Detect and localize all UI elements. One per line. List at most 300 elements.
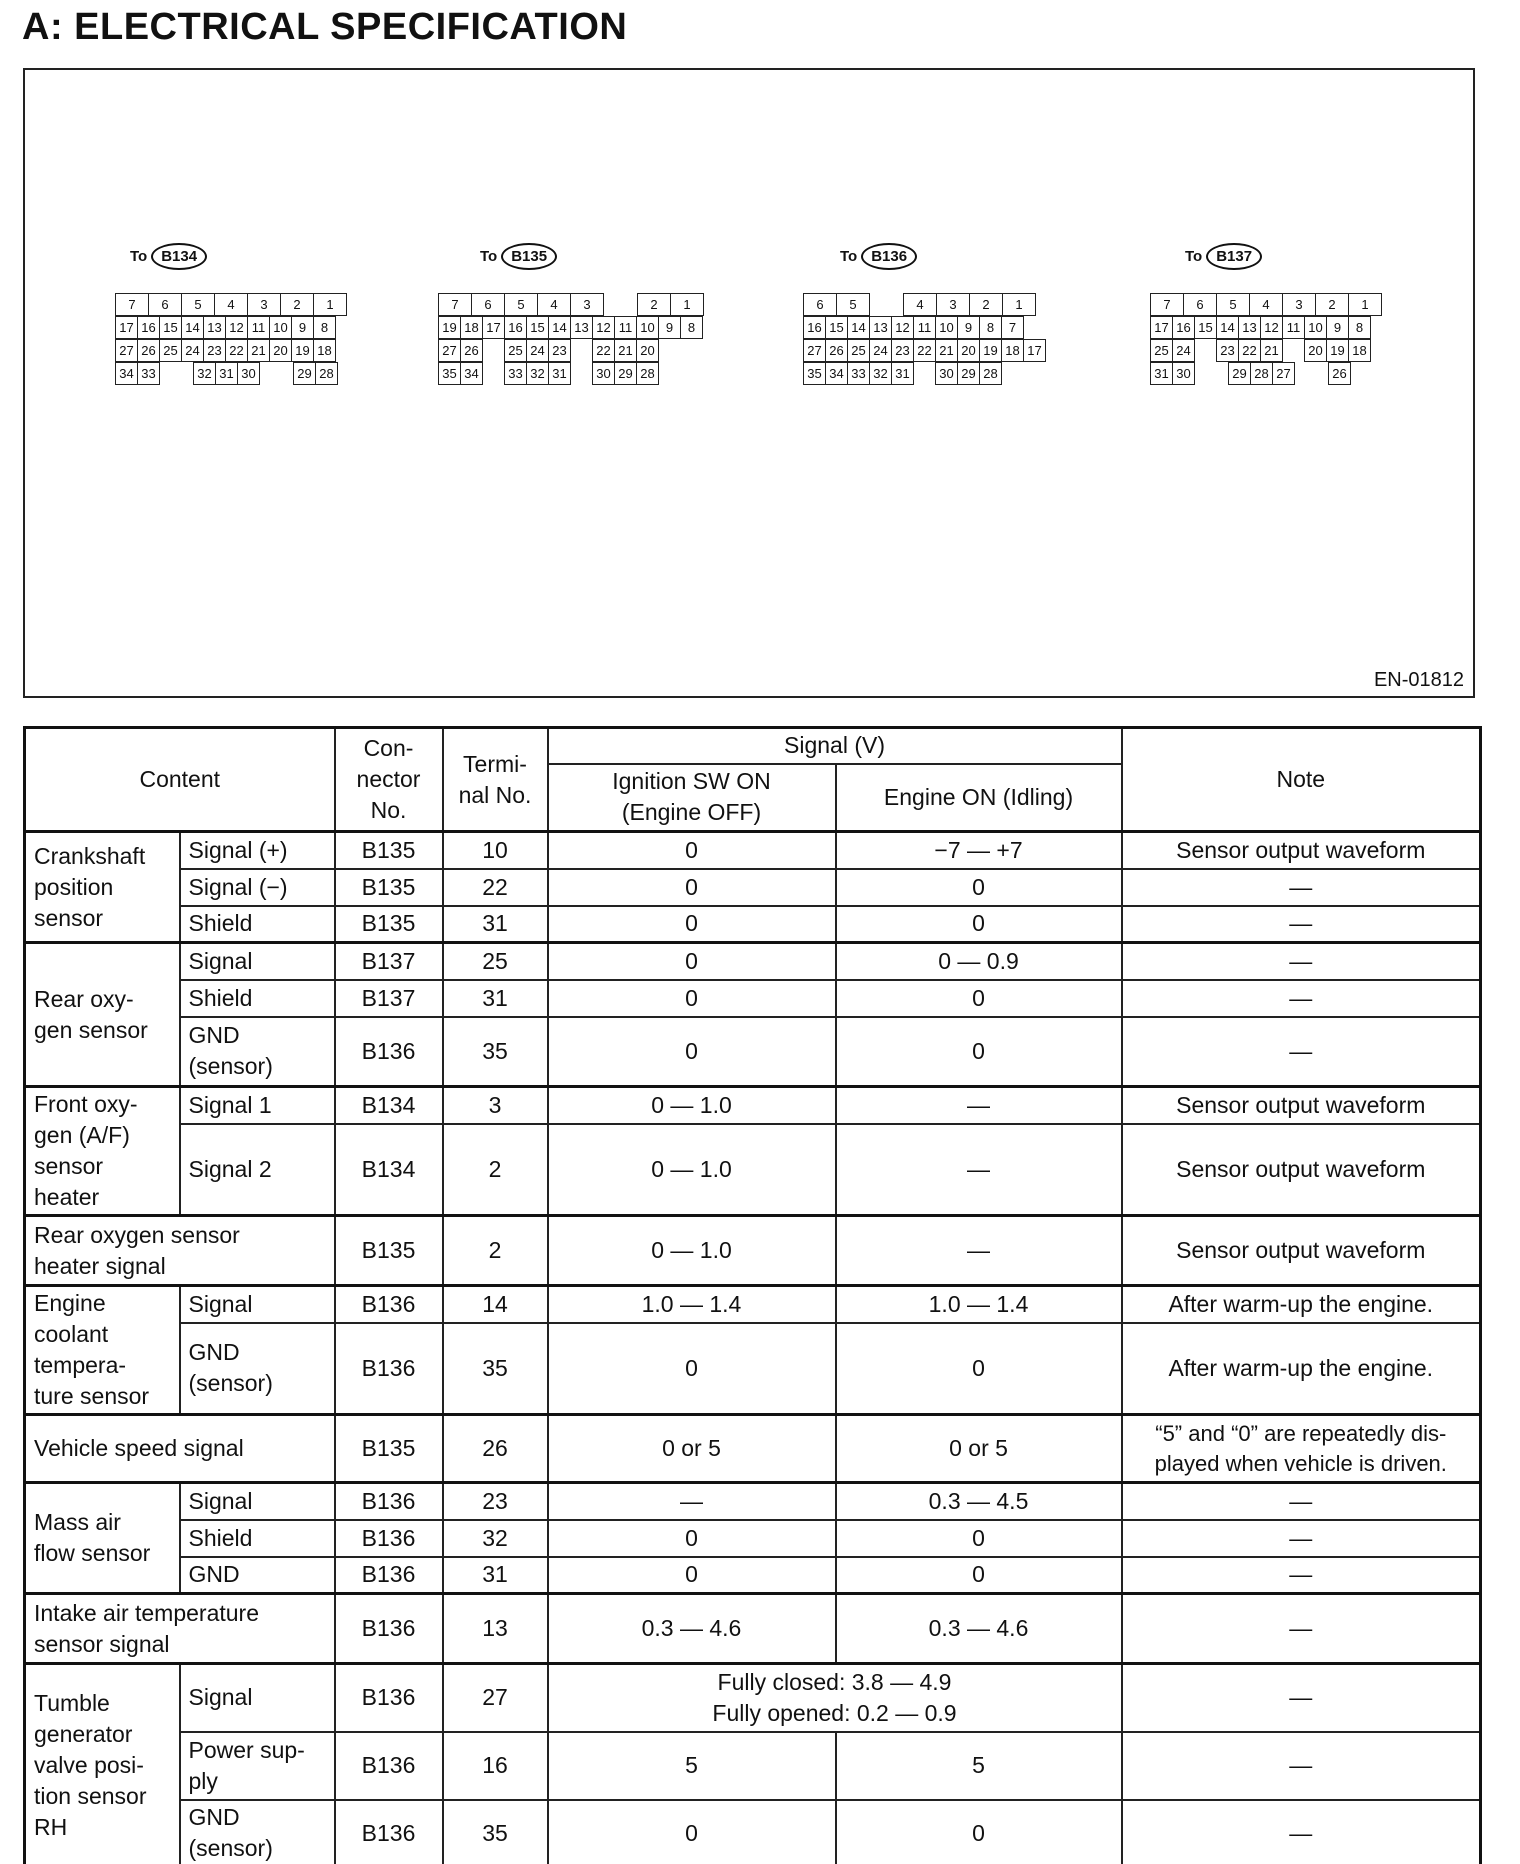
pin-cell: 16: [505, 317, 527, 339]
signal-engine-on: 0: [836, 1520, 1122, 1557]
connector-no: B136: [335, 1017, 443, 1087]
pin-cell: 17: [1024, 340, 1046, 362]
pin-cell: 18: [1002, 340, 1024, 362]
signal-engine-on: 1.0 — 1.4: [836, 1286, 1122, 1323]
note: Sensor output waveform: [1122, 1087, 1481, 1124]
note: —: [1122, 1732, 1481, 1800]
terminal-no: 14: [443, 1286, 548, 1323]
pin-cell: 28: [980, 363, 1002, 385]
pin-cell: 31: [892, 363, 914, 385]
pin-cell: 15: [1195, 317, 1217, 339]
header-signal: Signal (V): [548, 728, 1122, 764]
note: —: [1122, 869, 1481, 906]
note: —: [1122, 1483, 1481, 1520]
pin-cell: 21: [936, 340, 958, 362]
pin-cell: 18: [314, 340, 336, 362]
pin-cell: 16: [1173, 317, 1195, 339]
pin-cell: 6: [472, 294, 505, 316]
signal-ignition-on: 5: [548, 1732, 836, 1800]
pin-cell: 17: [483, 317, 505, 339]
figure-code: EN-01812: [1373, 669, 1464, 691]
pin-cell: 11: [914, 317, 936, 339]
pin-cell: 4: [538, 294, 571, 316]
pin-cell: 23: [549, 340, 571, 362]
pin-cell: 29: [615, 363, 637, 385]
table-row: [25, 1557, 1481, 1594]
terminal-no: 32: [443, 1520, 548, 1557]
header-ignition-on: Ignition SW ON (Engine OFF): [548, 764, 836, 832]
pin-cell: 15: [160, 317, 182, 339]
signal-ignition-on: 0: [548, 1800, 836, 1864]
terminal-no: 2: [443, 1216, 548, 1286]
note: “5” and “0” are repeatedly dis- played when vehicle is driven.: [1122, 1415, 1481, 1483]
signal-engine-on: 0: [836, 906, 1122, 943]
pin-cell: 20: [637, 340, 659, 362]
pin-cell: 13: [204, 317, 226, 339]
pin-cell: 25: [1151, 340, 1173, 362]
connector-no: B134: [335, 1124, 443, 1216]
connector-id: B137: [1206, 243, 1262, 270]
pin-cell: 20: [1305, 340, 1327, 362]
pin-cell: 33: [138, 363, 160, 385]
connector-no: B135: [335, 832, 443, 869]
pin-cell: 3: [571, 294, 604, 316]
pin-cell: 11: [248, 317, 270, 339]
signal-engine-on: 0: [836, 1323, 1122, 1415]
pin-cell: 1: [671, 294, 704, 316]
terminal-no: 31: [443, 1557, 548, 1594]
signal-engine-on: 0 or 5: [836, 1415, 1122, 1483]
signal-engine-on: 0: [836, 980, 1122, 1017]
pin-cell: 10: [637, 317, 659, 339]
pin-cell: 25: [160, 340, 182, 362]
pin-cell: 31: [1151, 363, 1173, 385]
signal-ignition-on: —: [548, 1483, 836, 1520]
table-row: [25, 1520, 1481, 1557]
pin-cell: 24: [870, 340, 892, 362]
signal-engine-on: 0: [836, 869, 1122, 906]
pin-cell: 19: [292, 340, 314, 362]
pin-cell: 13: [870, 317, 892, 339]
content-group-label: Crankshaft position sensor: [25, 832, 180, 943]
table-row: [25, 1216, 1481, 1286]
content-item: Shield: [180, 980, 335, 1017]
note: —: [1122, 1017, 1481, 1087]
pin-cell: 30: [1173, 363, 1195, 385]
terminal-no: 31: [443, 906, 548, 943]
pin-cell: 1: [1349, 294, 1382, 316]
connector-id: B134: [151, 243, 207, 270]
content-item: Signal: [180, 943, 335, 980]
pin-cell: 21: [248, 340, 270, 362]
pin-cell: 6: [149, 294, 182, 316]
connector-no: B134: [335, 1087, 443, 1124]
signal-merged: Fully closed: 3.8 — 4.9 Fully opened: 0.2 — 0.9: [548, 1664, 1122, 1732]
table-row: [25, 1732, 1481, 1800]
pin-cell: 27: [439, 340, 461, 362]
pin-cell: 3: [248, 294, 281, 316]
pin-cell: 9: [659, 317, 681, 339]
signal-engine-on: —: [836, 1124, 1122, 1216]
pin-cell: 27: [804, 340, 826, 362]
signal-ignition-on: 0: [548, 1520, 836, 1557]
pin-cell: 11: [1283, 317, 1305, 339]
pin-gap: [571, 363, 593, 385]
connector-id: B136: [861, 243, 917, 270]
connector-figure: [23, 68, 1475, 698]
header-connector: Con- nector No.: [335, 728, 443, 832]
content-item: Signal 2: [180, 1124, 335, 1216]
note: —: [1122, 1557, 1481, 1594]
connector-label-b134: [130, 243, 207, 270]
pin-cell: 7: [1002, 317, 1024, 339]
pin-cell: 14: [848, 317, 870, 339]
pin-cell: 5: [182, 294, 215, 316]
pin-cell: 32: [194, 363, 216, 385]
signal-ignition-on: 1.0 — 1.4: [548, 1286, 836, 1323]
pin-cell: 16: [804, 317, 826, 339]
pin-cell: 26: [1329, 363, 1351, 385]
pin-cell: 23: [204, 340, 226, 362]
pin-cell: 1: [314, 294, 347, 316]
pin-cell: 22: [593, 340, 615, 362]
table-row: [25, 1483, 1481, 1520]
connector-no: B136: [335, 1483, 443, 1520]
pin-cell: 26: [138, 340, 160, 362]
header-engine-on: Engine ON (Idling): [836, 764, 1122, 832]
pin-cell: 13: [571, 317, 593, 339]
pin-cell: 12: [892, 317, 914, 339]
content-item: Signal (+): [180, 832, 335, 869]
pin-gap: [604, 294, 638, 316]
connector-no: B136: [335, 1800, 443, 1864]
content-group-label: Mass air flow sensor: [25, 1483, 180, 1594]
content-item: Signal 1: [180, 1087, 335, 1124]
signal-ignition-on: 0: [548, 832, 836, 869]
connector-no: B136: [335, 1286, 443, 1323]
note: —: [1122, 1664, 1481, 1732]
connector-pinout-b135: [438, 293, 704, 385]
table-row: [25, 943, 1481, 980]
connector-prefix: To: [840, 248, 858, 265]
terminal-no: 26: [443, 1415, 548, 1483]
pin-cell: 27: [1273, 363, 1295, 385]
table-row: [25, 1664, 1481, 1732]
content-item: Signal: [180, 1483, 335, 1520]
terminal-no: 35: [443, 1800, 548, 1864]
pin-cell: 32: [870, 363, 892, 385]
pin-cell: 13: [1239, 317, 1261, 339]
pin-gap: [1195, 363, 1229, 385]
pin-cell: 24: [182, 340, 204, 362]
pin-gap: [1295, 363, 1329, 385]
content-label: Rear oxygen sensor heater signal: [25, 1216, 335, 1286]
content-item: Shield: [180, 1520, 335, 1557]
pin-cell: 14: [182, 317, 204, 339]
pin-cell: 8: [681, 317, 703, 339]
content-item: Signal: [180, 1286, 335, 1323]
connector-prefix: To: [130, 248, 148, 265]
signal-engine-on: 0.3 — 4.5: [836, 1483, 1122, 1520]
pin-cell: 25: [848, 340, 870, 362]
connector-id: B135: [501, 243, 557, 270]
signal-ignition-on: 0: [548, 1557, 836, 1594]
content-item: Signal: [180, 1664, 335, 1732]
pin-cell: 7: [116, 294, 149, 316]
connector-no: B135: [335, 906, 443, 943]
pin-cell: 28: [1251, 363, 1273, 385]
page-heading: A: ELECTRICAL SPECIFICATION: [22, 6, 628, 48]
connector-no: B137: [335, 980, 443, 1017]
pin-cell: 15: [826, 317, 848, 339]
terminal-no: 27: [443, 1664, 548, 1732]
pin-cell: 18: [461, 317, 483, 339]
note: Sensor output waveform: [1122, 1124, 1481, 1216]
table-row: [25, 1017, 1481, 1087]
pin-cell: 30: [936, 363, 958, 385]
pin-gap: [1195, 340, 1217, 362]
pin-cell: 22: [226, 340, 248, 362]
terminal-no: 35: [443, 1323, 548, 1415]
pin-cell: 1: [1003, 294, 1036, 316]
header-content: Content: [25, 728, 335, 832]
pin-cell: 9: [958, 317, 980, 339]
pin-gap: [160, 363, 194, 385]
connector-no: B135: [335, 869, 443, 906]
pin-cell: 34: [826, 363, 848, 385]
pin-cell: 29: [1229, 363, 1251, 385]
pin-cell: 4: [215, 294, 248, 316]
pin-cell: 31: [549, 363, 571, 385]
pin-cell: 2: [638, 294, 671, 316]
signal-ignition-on: 0 — 1.0: [548, 1124, 836, 1216]
pin-gap: [914, 363, 936, 385]
content-label: Intake air temperature sensor signal: [25, 1594, 335, 1664]
pin-cell: 33: [848, 363, 870, 385]
content-item: GND (sensor): [180, 1323, 335, 1415]
signal-engine-on: —: [836, 1216, 1122, 1286]
pin-gap: [483, 340, 505, 362]
terminal-no: 16: [443, 1732, 548, 1800]
pin-cell: 9: [292, 317, 314, 339]
pin-cell: 2: [281, 294, 314, 316]
table-row: [25, 980, 1481, 1017]
content-group-label: Tumble generator valve posi- tion sensor RH: [25, 1664, 180, 1864]
connector-no: B136: [335, 1520, 443, 1557]
signal-ignition-on: 0 — 1.0: [548, 1216, 836, 1286]
pin-cell: 35: [804, 363, 826, 385]
content-item: Power sup- ply: [180, 1732, 335, 1800]
pin-cell: 7: [1151, 294, 1184, 316]
note: —: [1122, 906, 1481, 943]
pin-cell: 8: [314, 317, 336, 339]
pin-cell: 24: [527, 340, 549, 362]
pin-cell: 2: [1316, 294, 1349, 316]
signal-ignition-on: 0: [548, 1323, 836, 1415]
signal-engine-on: 0 — 0.9: [836, 943, 1122, 980]
pin-gap: [1283, 340, 1305, 362]
header-note: Note: [1122, 728, 1481, 832]
pin-cell: 25: [505, 340, 527, 362]
signal-engine-on: —: [836, 1087, 1122, 1124]
connector-pinout-b134: [115, 293, 347, 385]
connector-prefix: To: [480, 248, 498, 265]
terminal-no: 2: [443, 1124, 548, 1216]
pin-cell: 28: [637, 363, 659, 385]
pin-cell: 4: [1250, 294, 1283, 316]
pin-cell: 29: [958, 363, 980, 385]
table-row: [25, 906, 1481, 943]
pin-cell: 30: [593, 363, 615, 385]
pin-gap: [483, 363, 505, 385]
pin-cell: 19: [980, 340, 1002, 362]
pin-cell: 21: [1261, 340, 1283, 362]
pin-cell: 8: [980, 317, 1002, 339]
pin-cell: 34: [116, 363, 138, 385]
connector-no: B136: [335, 1664, 443, 1732]
content-item: GND: [180, 1557, 335, 1594]
note: Sensor output waveform: [1122, 1216, 1481, 1286]
pin-cell: 17: [1151, 317, 1173, 339]
terminal-no: 10: [443, 832, 548, 869]
connector-label-b135: [480, 243, 557, 270]
note: —: [1122, 943, 1481, 980]
content-item: GND (sensor): [180, 1800, 335, 1864]
pin-cell: 10: [270, 317, 292, 339]
table-row: [25, 1087, 1481, 1124]
pin-cell: 15: [527, 317, 549, 339]
content-group-label: Front oxy- gen (A/F) sensor heater: [25, 1087, 180, 1216]
pin-cell: 11: [615, 317, 637, 339]
pin-cell: 35: [439, 363, 461, 385]
terminal-no: 25: [443, 943, 548, 980]
signal-ignition-on: 0: [548, 943, 836, 980]
terminal-no: 31: [443, 980, 548, 1017]
content-label: Vehicle speed signal: [25, 1415, 335, 1483]
signal-ignition-on: 0: [548, 869, 836, 906]
pin-cell: 26: [826, 340, 848, 362]
content-item: Signal (−): [180, 869, 335, 906]
signal-engine-on: 0: [836, 1017, 1122, 1087]
connector-pinout-b137: [1150, 293, 1382, 385]
note: Sensor output waveform: [1122, 832, 1481, 869]
signal-ignition-on: 0: [548, 1017, 836, 1087]
pin-cell: 14: [1217, 317, 1239, 339]
signal-ignition-on: 0 or 5: [548, 1415, 836, 1483]
connector-pinout-b136: [803, 293, 1046, 385]
pin-cell: 29: [294, 363, 316, 385]
pin-cell: 5: [837, 294, 870, 316]
terminal-no: 22: [443, 869, 548, 906]
content-item: GND (sensor): [180, 1017, 335, 1087]
table-row: [25, 869, 1481, 906]
pin-cell: 26: [461, 340, 483, 362]
note: After warm-up the engine.: [1122, 1323, 1481, 1415]
pin-cell: 21: [615, 340, 637, 362]
pin-cell: 14: [549, 317, 571, 339]
content-group-label: Rear oxy- gen sensor: [25, 943, 180, 1087]
table-row: [25, 1286, 1481, 1323]
pin-cell: 22: [1239, 340, 1261, 362]
pin-cell: 5: [505, 294, 538, 316]
pin-cell: 23: [892, 340, 914, 362]
note: —: [1122, 1520, 1481, 1557]
signal-ignition-on: 0: [548, 906, 836, 943]
pin-cell: 17: [116, 317, 138, 339]
pin-cell: 30: [238, 363, 260, 385]
pin-cell: 8: [1349, 317, 1371, 339]
pin-cell: 22: [914, 340, 936, 362]
content-group-label: Engine coolant tempera- ture sensor: [25, 1286, 180, 1415]
pin-cell: 28: [316, 363, 338, 385]
note: —: [1122, 1594, 1481, 1664]
pin-gap: [260, 363, 294, 385]
terminal-no: 13: [443, 1594, 548, 1664]
pin-cell: 23: [1217, 340, 1239, 362]
signal-engine-on: 0.3 — 4.6: [836, 1594, 1122, 1664]
pin-cell: 9: [1327, 317, 1349, 339]
note: —: [1122, 980, 1481, 1017]
connector-label-b137: [1185, 243, 1262, 270]
content-item: Shield: [180, 906, 335, 943]
electrical-spec-table: [23, 726, 1482, 1864]
table-row: [25, 1594, 1481, 1664]
pin-cell: 19: [439, 317, 461, 339]
pin-cell: 27: [116, 340, 138, 362]
signal-engine-on: −7 — +7: [836, 832, 1122, 869]
note: After warm-up the engine.: [1122, 1286, 1481, 1323]
pin-cell: 6: [804, 294, 837, 316]
pin-cell: 20: [270, 340, 292, 362]
connector-no: B137: [335, 943, 443, 980]
connector-no: B136: [335, 1557, 443, 1594]
connector-no: B135: [335, 1415, 443, 1483]
terminal-no: 3: [443, 1087, 548, 1124]
signal-engine-on: 0: [836, 1557, 1122, 1594]
pin-cell: 3: [937, 294, 970, 316]
connector-no: B135: [335, 1216, 443, 1286]
pin-cell: 4: [904, 294, 937, 316]
pin-cell: 34: [461, 363, 483, 385]
pin-cell: 20: [958, 340, 980, 362]
pin-cell: 12: [226, 317, 248, 339]
pin-gap: [571, 340, 593, 362]
connector-no: B136: [335, 1594, 443, 1664]
table-row: [25, 832, 1481, 869]
pin-cell: 12: [593, 317, 615, 339]
pin-cell: 19: [1327, 340, 1349, 362]
pin-gap: [870, 294, 904, 316]
pin-cell: 24: [1173, 340, 1195, 362]
pin-cell: 12: [1261, 317, 1283, 339]
table-row: [25, 1800, 1481, 1864]
signal-ignition-on: 0.3 — 4.6: [548, 1594, 836, 1664]
pin-cell: 10: [1305, 317, 1327, 339]
table-row: [25, 1124, 1481, 1216]
signal-ignition-on: 0 — 1.0: [548, 1087, 836, 1124]
connector-label-b136: [840, 243, 917, 270]
pin-cell: 2: [970, 294, 1003, 316]
connector-no: B136: [335, 1732, 443, 1800]
pin-cell: 31: [216, 363, 238, 385]
signal-engine-on: 5: [836, 1732, 1122, 1800]
pin-cell: 10: [936, 317, 958, 339]
pin-cell: 33: [505, 363, 527, 385]
connector-prefix: To: [1185, 248, 1203, 265]
pin-cell: 7: [439, 294, 472, 316]
connector-no: B136: [335, 1323, 443, 1415]
pin-cell: 16: [138, 317, 160, 339]
